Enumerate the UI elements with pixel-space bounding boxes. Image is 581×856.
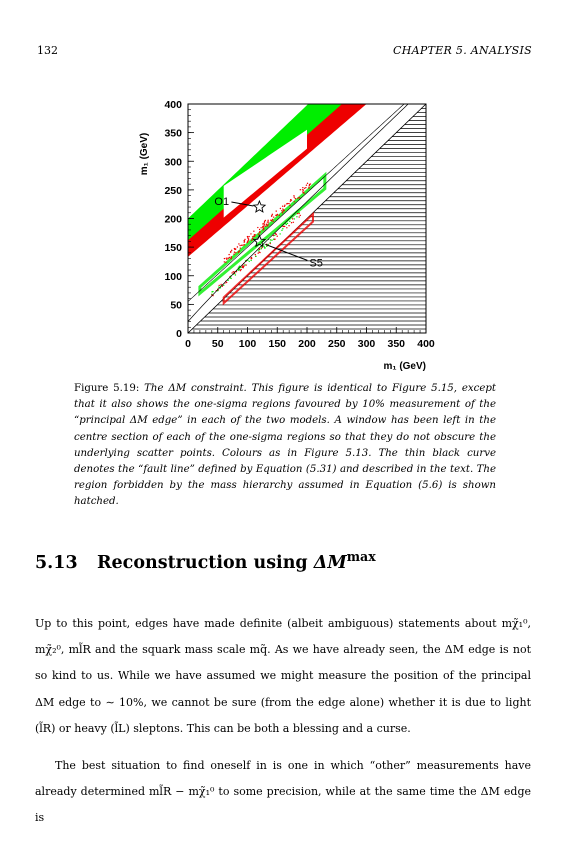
- scatter-point: [250, 233, 251, 234]
- scatter-point: [238, 243, 239, 244]
- scatter-point: [272, 221, 273, 222]
- scatter-point: [250, 258, 251, 259]
- scatter-point: [259, 249, 260, 250]
- plot-area: [139, 96, 435, 372]
- scatter-point: [287, 203, 288, 204]
- scatter-point: [226, 257, 227, 258]
- section-title-math: ΔM: [313, 553, 347, 573]
- scatter-point: [281, 210, 282, 211]
- scatter-point: [267, 223, 268, 224]
- scatter-point: [235, 274, 236, 275]
- scatter-point: [244, 264, 245, 265]
- scatter-point: [264, 224, 265, 225]
- scatter-point: [248, 238, 249, 239]
- section-heading: [35, 549, 376, 573]
- scatter-point: [259, 251, 260, 252]
- scatter-point: [298, 213, 299, 214]
- scatter-point: [248, 240, 249, 241]
- scatter-point: [295, 198, 296, 199]
- x-tick-label: 350: [387, 338, 406, 350]
- scatter-point: [254, 234, 255, 235]
- scatter-point: [294, 201, 295, 202]
- scatter-point: [244, 239, 245, 240]
- scatter-point: [242, 244, 243, 245]
- scatter-point: [218, 286, 219, 287]
- scatter-point: [279, 233, 280, 234]
- scatter-point: [299, 197, 300, 198]
- caption-text: The ΔM constraint. This figure is identical to Figure 5.15, except that it also shows the one-sigma regions favoured by 10% measurement of the “principal ΔM edge” in each of the two models. A window has been left in the centre section of each of the one-sigma regions so that they do not obscure the underlying scatter points. Colours as in Figure 5.13. The thin black curve denotes the “fault line” defined by Equation (5.31) and described in the text. The region forbidden by the mass hierarchy assumed in Equation (5.6) is shown hatched.: [74, 383, 496, 508]
- delta-m-constraint-chart: [130, 96, 440, 376]
- scatter-point: [228, 254, 229, 255]
- scatter-point: [307, 183, 308, 184]
- scatter-point: [282, 211, 283, 212]
- scatter-point: [274, 235, 275, 236]
- scatter-point: [258, 250, 259, 251]
- scatter-point: [297, 213, 298, 214]
- scatter-point: [300, 215, 301, 216]
- scatter-point: [281, 230, 282, 231]
- scatter-point: [284, 226, 285, 227]
- scatter-point: [294, 218, 295, 219]
- paragraph-text-2: The best situation to find oneself in is one in which “other” measurements have already determined ml̃R − mχ̃₁⁰ to some precision, while at the same time the ΔM edge is: [35, 759, 531, 825]
- section-title: Reconstruction using: [97, 553, 314, 573]
- scatter-point: [239, 245, 240, 246]
- scatter-point: [306, 185, 307, 186]
- scatter-point: [247, 236, 248, 237]
- scatter-point: [293, 195, 294, 196]
- scatter-point: [226, 259, 227, 260]
- caption-label: Figure 5.19:: [74, 383, 140, 394]
- scatter-point: [280, 208, 281, 209]
- scatter-point: [304, 188, 305, 189]
- scatter-point: [289, 221, 290, 222]
- y-tick-label: 350: [164, 127, 182, 140]
- scatter-point: [255, 254, 256, 255]
- scatter-point: [249, 261, 250, 262]
- scatter-point: [302, 187, 303, 188]
- scatter-point: [289, 205, 290, 206]
- scatter-point: [274, 239, 275, 240]
- scatter-point: [292, 218, 293, 219]
- scatter-point: [229, 257, 230, 258]
- scatter-point: [276, 210, 277, 211]
- section-number: 5.13: [35, 553, 78, 573]
- scatter-point: [270, 242, 271, 243]
- scatter-point: [309, 184, 310, 185]
- scatter-point: [241, 245, 242, 246]
- scatter-point: [234, 252, 235, 253]
- scatter-point: [261, 248, 262, 249]
- scatter-point: [231, 272, 232, 273]
- scatter-point: [303, 189, 304, 190]
- scatter-point: [288, 203, 289, 204]
- o1-star: [254, 201, 265, 212]
- scatter-point: [257, 227, 258, 228]
- scatter-point: [239, 268, 240, 269]
- y-tick-label: 0: [176, 328, 182, 340]
- scatter-point: [268, 221, 269, 222]
- scatter-point: [226, 282, 227, 283]
- scatter-point: [300, 189, 301, 190]
- scatter-point: [273, 216, 274, 217]
- scatter-point: [245, 264, 246, 265]
- scatter-point: [303, 193, 304, 194]
- y-tick-label: 150: [164, 242, 182, 255]
- scatter-point: [265, 220, 266, 221]
- scatter-point: [262, 229, 263, 230]
- x-tick-label: 100: [238, 338, 257, 350]
- scatter-point: [240, 270, 241, 271]
- y-axis-label: m₁ (GeV): [139, 132, 150, 176]
- scatter-point: [259, 231, 260, 232]
- paragraph-text-1: Up to this point, edges have made definite (albeit ambiguous) statements about mχ̃₁⁰, mχ̃₂⁰, ml̃R and the squark mass scale mq̃. As we have already seen, the ΔM edge is not so kind to us. While we have assumed we might measure the position of the principal ΔM edge to ∼ 10%, we cannot be sure (from the edge alone) whether it is due to light (l̃R) or heavy (l̃L) sleptons. This can be both a blessing and a curse.: [35, 617, 531, 735]
- scatter-point: [282, 208, 283, 209]
- scatter-point: [223, 285, 224, 286]
- scatter-point: [264, 246, 265, 247]
- scatter-point: [263, 225, 264, 226]
- scatter-point: [297, 198, 298, 199]
- scatter-point: [290, 200, 291, 201]
- s5-label: S5: [309, 257, 323, 270]
- scatter-point: [242, 266, 243, 267]
- scatter-point: [224, 261, 225, 262]
- scatter-point: [271, 240, 272, 241]
- scatter-point: [293, 222, 294, 223]
- scatter-point: [253, 230, 254, 231]
- scatter-point: [291, 222, 292, 223]
- x-tick-label: 300: [357, 338, 376, 350]
- scatter-point: [298, 216, 299, 217]
- x-tick-label: 50: [211, 338, 224, 350]
- o1-label: O1: [214, 196, 230, 209]
- scatter-point: [250, 260, 251, 261]
- scatter-point: [233, 271, 234, 272]
- scatter-point: [240, 247, 241, 248]
- scatter-point: [284, 205, 285, 206]
- scatter-point: [212, 291, 213, 292]
- y-tick-label: 300: [164, 156, 182, 169]
- y-tick-label: 200: [164, 213, 182, 226]
- scatter-point: [294, 197, 295, 198]
- scatter-point: [253, 236, 254, 237]
- x-tick-label: 0: [185, 338, 191, 350]
- scatter-point: [235, 249, 236, 250]
- scatter-point: [220, 284, 221, 285]
- scatter-point: [262, 227, 263, 228]
- scatter-point: [286, 227, 287, 228]
- scatter-point: [275, 233, 276, 234]
- scatter-point: [283, 210, 284, 211]
- scatter-point: [265, 226, 266, 227]
- scatter-point: [237, 246, 238, 247]
- scatter-point: [219, 285, 220, 286]
- scatter-point: [231, 256, 232, 257]
- scatter-point: [290, 199, 291, 200]
- x-axis-label: m₁ (GeV): [383, 361, 426, 372]
- scatter-point: [248, 236, 249, 237]
- section-title-sup: max: [346, 549, 376, 565]
- scatter-point: [235, 252, 236, 253]
- scatter-point: [247, 242, 248, 243]
- scatter-point: [224, 258, 225, 259]
- scatter-point: [286, 224, 287, 225]
- scatter-point: [258, 234, 259, 235]
- scatter-point: [244, 244, 245, 245]
- scatter-point: [271, 220, 272, 221]
- y-tick-label: 50: [170, 299, 182, 312]
- scatter-point: [267, 220, 268, 221]
- scatter-point: [282, 205, 283, 206]
- scatter-point: [276, 214, 277, 215]
- scatter-point: [279, 215, 280, 216]
- scatter-point: [308, 187, 309, 188]
- figure-caption: [74, 381, 496, 511]
- scatter-point: [260, 227, 261, 228]
- scatter-point: [302, 191, 303, 192]
- scatter-point: [266, 224, 267, 225]
- x-tick-label: 200: [298, 338, 316, 350]
- scatter-point: [272, 219, 273, 220]
- scatter-point: [305, 187, 306, 188]
- scatter-point: [255, 256, 256, 257]
- scatter-point: [288, 225, 289, 226]
- plot-content: [188, 96, 426, 333]
- x-tick-label: 400: [417, 338, 435, 350]
- scatter-point: [238, 252, 239, 253]
- y-tick-label: 400: [164, 99, 182, 111]
- scatter-point: [273, 235, 274, 236]
- scatter-point: [282, 228, 283, 229]
- scatter-point: [270, 239, 271, 240]
- page-header: [37, 44, 532, 60]
- scatter-point: [277, 236, 278, 237]
- paragraph: [35, 611, 531, 742]
- scatter-point: [259, 229, 260, 230]
- scatter-point: [266, 246, 267, 247]
- page-number: 132: [37, 44, 58, 57]
- y-tick-label: 100: [164, 270, 182, 283]
- running-head: CHAPTER 5. ANALYSIS: [393, 44, 532, 57]
- x-tick-label: 150: [268, 338, 287, 350]
- y-tick-label: 250: [164, 184, 182, 197]
- x-tick-label: 250: [327, 338, 346, 350]
- scatter-point: [251, 240, 252, 241]
- scatter-point: [230, 251, 231, 252]
- scatter-point: [225, 261, 226, 262]
- scatter-point: [231, 250, 232, 251]
- scatter-point: [244, 241, 245, 242]
- scatter-point: [296, 216, 297, 217]
- scatter-point: [228, 258, 229, 259]
- scatter-point: [257, 252, 258, 253]
- scatter-point: [287, 223, 288, 224]
- paragraph: [35, 753, 531, 832]
- scatter-point: [230, 278, 231, 279]
- scatter-point: [233, 254, 234, 255]
- scatter-point: [272, 214, 273, 215]
